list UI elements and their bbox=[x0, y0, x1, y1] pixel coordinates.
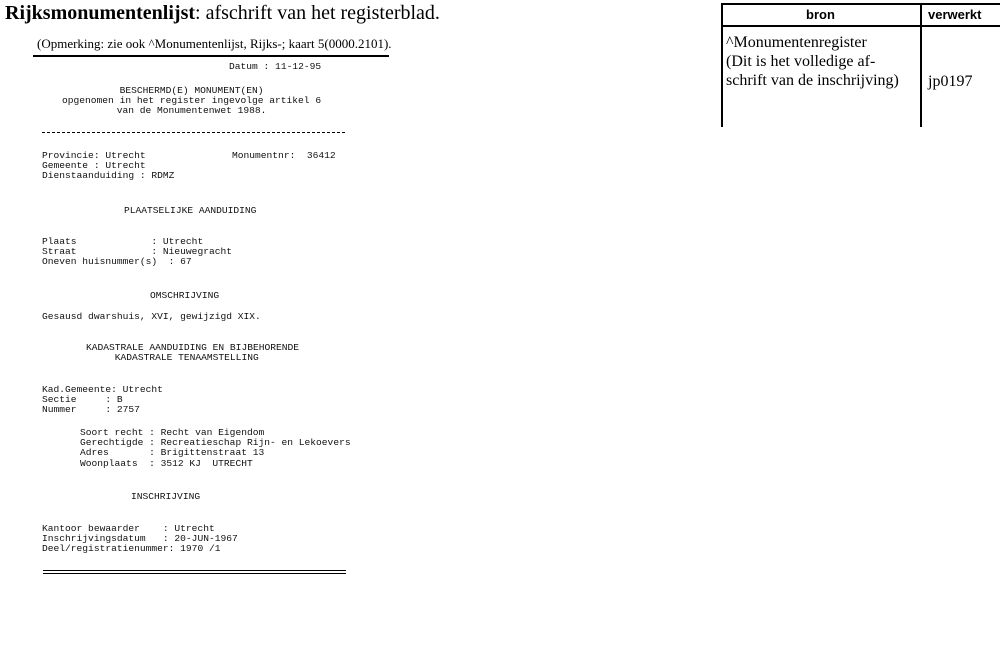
document-date: Datum : 11-12-95 bbox=[229, 61, 322, 72]
table-header-divider bbox=[722, 25, 1000, 27]
bron-cell: ^Monumentenregister (Dit is het volledige af- schrift van de inschrijving) bbox=[726, 34, 899, 89]
verwerkt-cell: jp0197 bbox=[928, 73, 973, 90]
title-rest: : afschrift van het registerblad. bbox=[195, 2, 440, 24]
section-heading-omschrijving: OMSCHRIJVING bbox=[150, 290, 220, 301]
title-divider bbox=[33, 55, 389, 57]
document-heading: BESCHERMD(E) MONUMENT(EN) opgenomen in het register ingevolge artikel 6 van de Monumentenwet 1988. bbox=[62, 85, 322, 117]
section-heading-plaatselijke: PLAATSELIJKE AANDUIDING bbox=[124, 205, 257, 216]
table-top-border bbox=[722, 3, 1000, 5]
column-header-verwerkt: verwerkt bbox=[928, 7, 982, 22]
table-column-divider bbox=[920, 3, 922, 127]
dashed-divider bbox=[42, 132, 345, 133]
section-heading-kadastrale: KADASTRALE AANDUIDING EN BIJBEHORENDE KADASTRALE TENAAMSTELLING bbox=[86, 342, 300, 364]
rights-block: Soort recht : Recht van Eigendom Gerechtigde : Recreatieschap Rijn- en Lekoevers Adres : Brigittenstraat 13 Woonplaats : 3512 KJ UTRECHT bbox=[80, 427, 351, 469]
section-heading-inschrijving: INSCHRIJVING bbox=[131, 491, 201, 502]
table-left-border bbox=[721, 3, 723, 127]
description-text: Gesausd dwarshuis, XVI, gewijzigd XIX. bbox=[42, 311, 261, 322]
remark-note: (Opmerking: zie ook ^Monumentenlijst, Rijks-; kaart 5(0000.2101). bbox=[37, 36, 392, 51]
address-block: Plaats : Utrecht Straat : Nieuwegracht Oneven huisnummer(s) : 67 bbox=[42, 236, 232, 268]
page-title bbox=[5, 2, 440, 25]
registration-block: Kantoor bewaarder : Utrecht Inschrijvingsdatum : 20-JUN-1967 Deel/registratienummer: 1970 /1 bbox=[42, 523, 238, 555]
column-header-bron: bron bbox=[806, 7, 835, 22]
cadastral-block: Kad.Gemeente: Utrecht Sectie : B Nummer : 2757 bbox=[42, 384, 163, 416]
admin-block: Provincie: Utrecht Gemeente : Utrecht Dienstaanduiding : RDMZ bbox=[42, 150, 175, 182]
end-double-rule bbox=[43, 570, 346, 574]
title-bold: Rijksmonumentenlijst bbox=[5, 2, 196, 24]
monument-number: Monumentnr: 36412 bbox=[232, 150, 336, 161]
